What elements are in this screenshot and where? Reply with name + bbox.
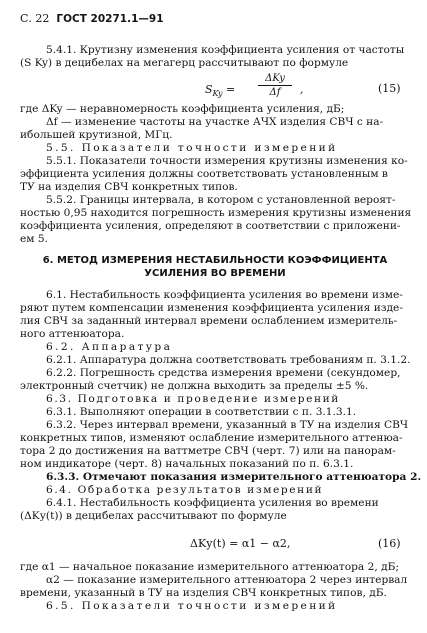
para-632-line4: ном индикаторе (черт. 8) начальных показаний по п. 6.3.1. [20,458,354,470]
section-65-title: 6.5. Показатели точности измерений [46,600,338,612]
para-552-line1: 5.5.2. Границы интервала, в котором с установленной вероят- [46,194,396,206]
equation-number-15: (15) [378,82,401,95]
formula-15: $S_{Ky}$ = [205,83,236,99]
para-632-line2: конкретных типов, изменяют ослабление измерительного аттенюа- [20,432,403,444]
section-63-title: 6.3. Подготовка и проведение измерений [46,393,340,405]
para-622-line1: 6.2.2. Погрешность средства измерения времени (секундомер, [46,367,401,379]
para-552-line3: коэффициента усиления, определяют в соответствии с приложени- [20,220,401,232]
para-61-line2: ряют путем компенсации изменения коэффициента усиления изде- [20,302,403,314]
para-551-line1: 5.5.1. Показатели точности измерения крутизны изменения ко- [46,155,408,167]
equation-number-16: (16) [378,537,401,550]
para-622-line2: электронный счетчик) не должна выходить за пределы ±5 %. [20,380,369,392]
formula-15-fraction: ΔKy Δf [258,73,292,98]
section-55-title: 5.5. Показатели точности измерений [46,142,338,154]
page-header [20,12,164,25]
where-16-3: времени, указанный в ТУ на изделия СВЧ конкретных типов, дБ. [20,587,387,599]
para-552-line2: ностью 0,95 находится погрешность измерения крутизны изменения [20,207,412,219]
para-632-line3: тора 2 до достижения на ваттметре СВЧ (черт. 7) или на панорам- [20,445,396,457]
para-621: 6.2.1. Аппаратура должна соответствовать требованиям п. 3.1.2. [46,354,411,366]
where-541-3: ибольшей крутизной, МГц. [20,129,173,141]
section-62-title: 6.2. Аппаратура [46,341,173,353]
para-641-line2: (ΔKу(t)) в децибелах рассчитывают по формуле [20,510,287,522]
para-541-line2: (S Ky) в децибелах на мегагерц рассчитывают по формуле [20,57,349,69]
para-632-line1: 6.3.2. Через интервал времени, указанный в ТУ на изделия СВЧ [46,419,409,431]
para-551-line3: ТУ на изделия СВЧ конкретных типов. [20,181,238,193]
para-641-line1: 6.4.1. Нестабильность коэффициента усиления во времени [46,497,379,509]
where-541-1: где ΔKy — неравномерность коэффициента усиления, дБ; [20,103,345,115]
where-16-1: где α1 — начальное показание измерительного аттенюатора 2, дБ; [20,561,399,573]
para-61-line3: лия СВЧ за заданный интервал времени ослаблением измеритель- [20,315,398,327]
section-64-title: 6.4. Обработка результатов измерений [46,484,324,496]
where-541-2: Δf — изменение частоты на участке АЧХ изделия СВЧ с на- [46,116,384,128]
standard-number: ГОСТ 20271.1—91 [56,13,164,25]
page-number: С. 22 [20,12,50,25]
formula-15-comma: , [300,83,304,96]
para-631: 6.3.1. Выполняют операции в соответствии с п. 3.1.3.1. [46,406,357,418]
formula-16: ΔKу(t) = α1 − α2, [190,537,291,550]
para-633: 6.3.3. Отмечают показания измерительного аттенюатора 2. [46,471,422,483]
para-551-line2: эффициента усиления должны соответствовать установленным в [20,168,388,180]
para-61-line1: 6.1. Нестабильность коэффициента усиления во времени изме- [46,289,403,301]
where-16-2: α2 — показание измерительного аттенюатора 2 через интервал [46,574,408,586]
section-6-heading-line1: 6. МЕТОД ИЗМЕРЕНИЯ НЕСТАБИЛЬНОСТИ КОЭФФИЦИЕНТА [42,255,388,266]
para-61-line4: ного аттенюатора. [20,328,125,340]
section-6-heading-line2: УСИЛЕНИЯ ВО ВРЕМЕНИ [144,268,286,279]
para-541-line1: 5.4.1. Крутизну изменения коэффициента усиления от частоты [46,44,405,56]
para-552-line4: ем 5. [20,233,48,245]
